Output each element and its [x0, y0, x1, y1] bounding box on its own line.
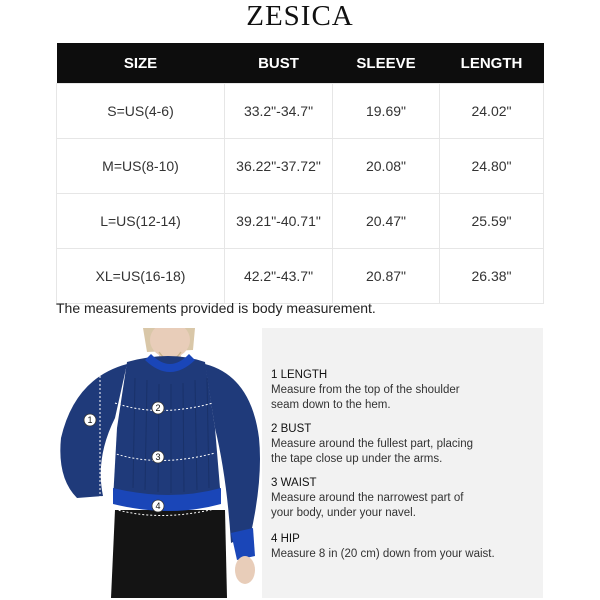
guide-length-heading: 1 LENGTH — [271, 369, 328, 381]
guide-waist — [271, 476, 463, 521]
sweater-model-illustration — [55, 328, 263, 598]
length-cell: 26.38" — [440, 249, 544, 304]
marker-4-label: 4 — [155, 501, 161, 511]
table-row — [57, 84, 544, 139]
size-chart-table — [56, 43, 544, 304]
guide-bust-text-2: the tape close up under the arms. — [271, 453, 443, 465]
model-figure — [55, 328, 263, 598]
guide-length-text-1: Measure from the top of the shoulder — [271, 384, 460, 396]
length-cell: 24.02" — [440, 84, 544, 139]
guide-length — [271, 368, 460, 413]
table-row — [57, 249, 544, 304]
pants-shape — [111, 510, 227, 598]
sweater-body — [113, 356, 221, 506]
header-bust: BUST — [225, 43, 333, 84]
header-sleeve: SLEEVE — [333, 43, 440, 84]
size-cell: S=US(4-6) — [57, 84, 225, 139]
table-header-row — [57, 43, 544, 84]
guide-bust — [271, 422, 473, 467]
guide-hip-heading: 4 HIP — [271, 533, 300, 545]
table-row — [57, 139, 544, 194]
bust-cell: 36.22"-37.72" — [225, 139, 333, 194]
guide-hip-text-1: Measure 8 in (20 cm) down from your waist. — [271, 548, 495, 560]
bust-cell: 33.2"-34.7" — [225, 84, 333, 139]
sleeve-cell: 20.08" — [333, 139, 440, 194]
guide-bust-heading: 2 BUST — [271, 423, 312, 435]
length-cell: 24.80" — [440, 139, 544, 194]
sleeve-cell: 20.87" — [333, 249, 440, 304]
guide-hip — [271, 532, 495, 562]
guide-bust-text-1: Measure around the fullest part, placing — [271, 438, 474, 450]
brand-logo: ZESICA — [246, 0, 354, 32]
table-row — [57, 194, 544, 249]
marker-2-label: 2 — [155, 403, 161, 413]
bust-cell: 39.21"-40.71" — [225, 194, 333, 249]
guide-waist-text-1: Measure around the narrowest part of — [271, 492, 464, 504]
size-cell: XL=US(16-18) — [57, 249, 225, 304]
guide-waist-heading: 3 WAIST — [271, 477, 317, 489]
bust-cell: 42.2"-43.7" — [225, 249, 333, 304]
header-size: SIZE — [57, 43, 225, 84]
length-cell: 25.59" — [440, 194, 544, 249]
sleeve-cell: 20.47" — [333, 194, 440, 249]
size-cell: L=US(12-14) — [57, 194, 225, 249]
guide-waist-text-2: your body, under your navel. — [271, 507, 416, 519]
guide-length-text-2: seam down to the hem. — [271, 399, 391, 411]
measurement-guide-panel — [262, 328, 543, 598]
measurement-note: The measurements provided is body measurement. — [56, 300, 376, 316]
sleeve-cell: 19.69" — [333, 84, 440, 139]
header-length: LENGTH — [440, 43, 544, 84]
marker-3-label: 3 — [155, 452, 161, 462]
marker-1-label: 1 — [87, 415, 93, 425]
size-cell: M=US(8-10) — [57, 139, 225, 194]
